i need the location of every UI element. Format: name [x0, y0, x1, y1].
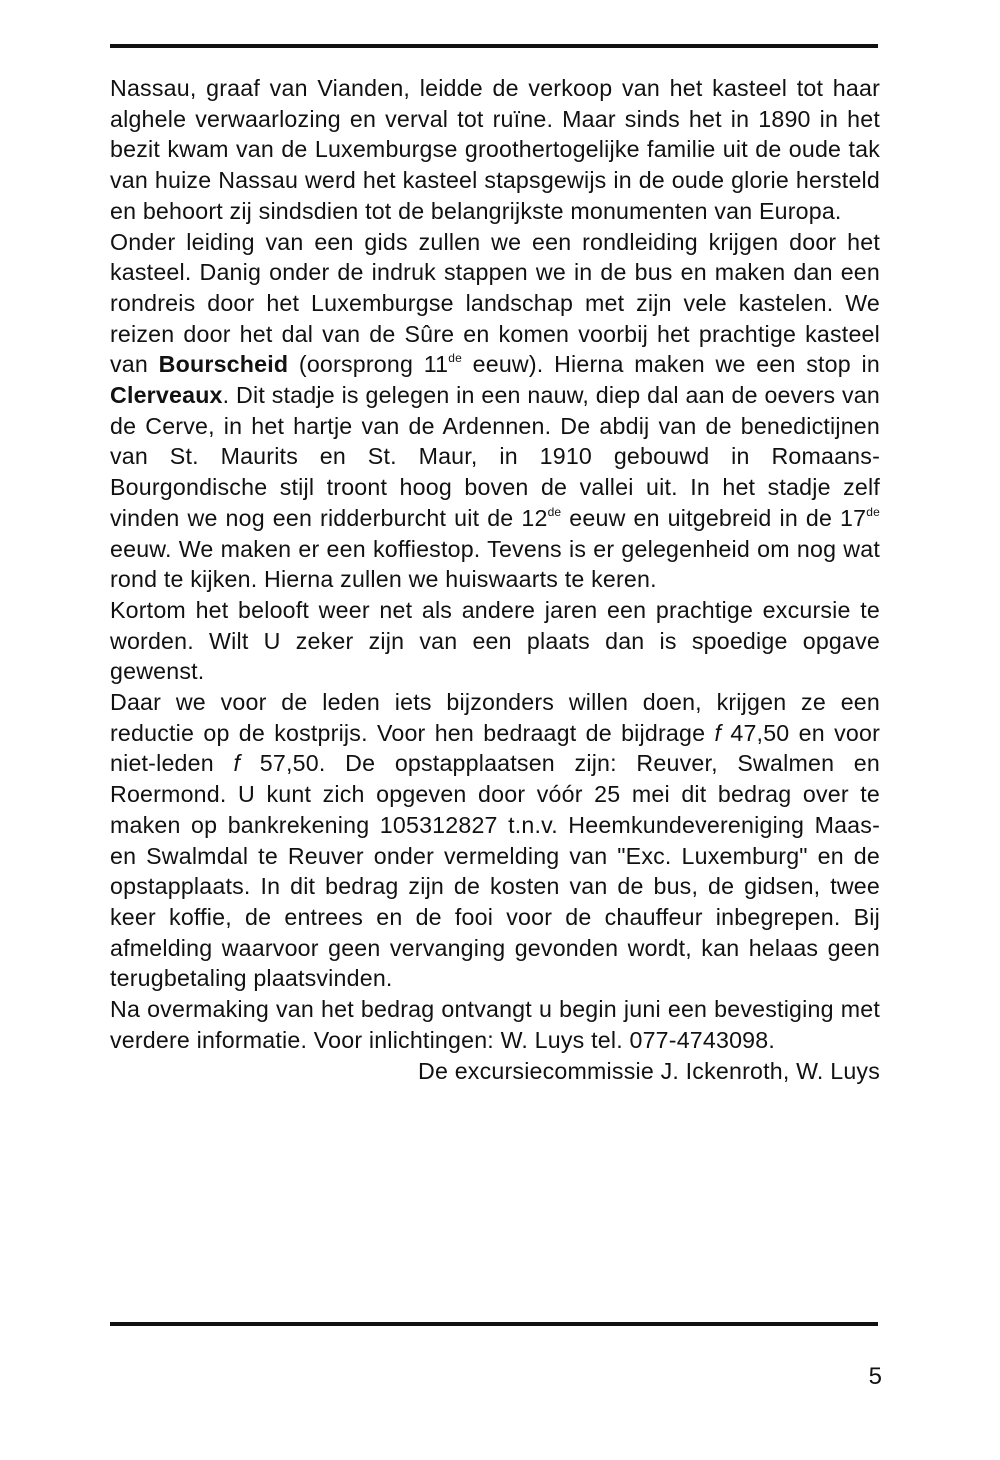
page-number: 5 — [868, 1363, 882, 1390]
paragraph — [110, 687, 880, 994]
ordinal-suffix: de — [866, 504, 880, 519]
text-run: Daar we voor de leden iets bijzonders willen doen, krijgen ze een reductie op de kostprijs. Voor hen bedraagt de bijdrage — [110, 689, 880, 746]
text-run: eeuw). Hierna maken we een stop in — [461, 351, 880, 378]
text-run: (oorsprong 11 — [288, 351, 449, 378]
text-run: 47,50 en voor niet-leden — [110, 719, 880, 777]
top-rule — [110, 44, 878, 48]
currency-symbol: f — [233, 750, 241, 777]
text-run: Kortom het belooft weer net als andere jaren een prachtige excursie te worden. Wilt U zeker zijn van een plaats dan is spoedige opgave gewenst. — [110, 596, 880, 685]
paragraph — [110, 994, 880, 1055]
text-run: Na overmaking van het bedrag ontvangt u begin juni een bevestiging met verdere informatie. Voor inlichtingen: W. Luys tel. 077-4743098. — [110, 996, 880, 1053]
bold-place-name: Clerveaux — [110, 382, 223, 409]
text-run: Onder leiding van een gids zullen we een rondleiding krijgen door het kasteel. Danig onder de indruk stappen we in de bus en maken dan een rondreis door het Luxemburgse landschap met zijn vele kastelen. We reizen door het dal van de Sûre en komen voorbij het prachtige kasteel van — [110, 228, 880, 378]
text-run: 57,50. De opstapplaatsen zijn: Reuver, Swalmen en Roermond. U kunt zich opgeven door vóór 25 mei dit bedrag over te maken op bankrekening 105312827 t.n.v. Heemkundevereniging Maas- en Swalmdal te Reuver onder vermelding van "Exc. Luxemburg" en de opstapplaats. In dit bedrag zijn de kosten van de bus, de gidsen, twee keer koffie, de entrees en de fooi voor de chauffeur inbegrepen. Bij afmelding waarvoor geen vervanging gevonden wordt, kan helaas geen terugbetaling plaatsvinden. — [110, 750, 881, 992]
ordinal-suffix: de — [547, 504, 562, 519]
bold-place-name: Bourscheid — [158, 351, 289, 378]
text-run: . Dit stadje is gelegen in een nauw, diep dal aan de oevers van de Cerve, in het hartje van de Ardennen. De abdij van de benedictijnen van St. Maurits en St. Maur, in 1910 gebouwd in Romaans-Bourgondische stijl troont hoog boven de vallei uit. In het stadje zelf vinden we nog een ridderburcht uit de 12 — [110, 382, 880, 531]
text-run: eeuw. We maken er een koffiestop. Tevens is er gelegenheid om nog wat rond te kijken. Hierna zullen we huiswaarts te keren. — [110, 535, 880, 593]
currency-symbol: f — [714, 719, 722, 746]
ordinal-suffix: de — [448, 351, 462, 366]
text-run: Nassau, graaf van Vianden, leidde de verkoop van het kasteel tot haar alghele verwaarlozing en verval tot ruïne. Maar sinds het in 1890 in het bezit kwam van de Luxemburgse groothertogelijke familie uit de oude tak van huize Nassau werd het kasteel stapsgewijs in de oude glorie hersteld en behoort zij sindsdien tot de belangrijkste monumenten van Europa. — [110, 75, 880, 224]
bottom-rule — [110, 1322, 878, 1326]
signature: De excursiecommissie J. Ickenroth, W. Luys — [418, 1057, 880, 1084]
paragraph — [110, 227, 880, 595]
paragraph — [110, 595, 880, 687]
paragraph — [110, 73, 880, 227]
text-run: eeuw en uitgebreid in de 17 — [561, 504, 867, 531]
article-body — [110, 73, 880, 1086]
